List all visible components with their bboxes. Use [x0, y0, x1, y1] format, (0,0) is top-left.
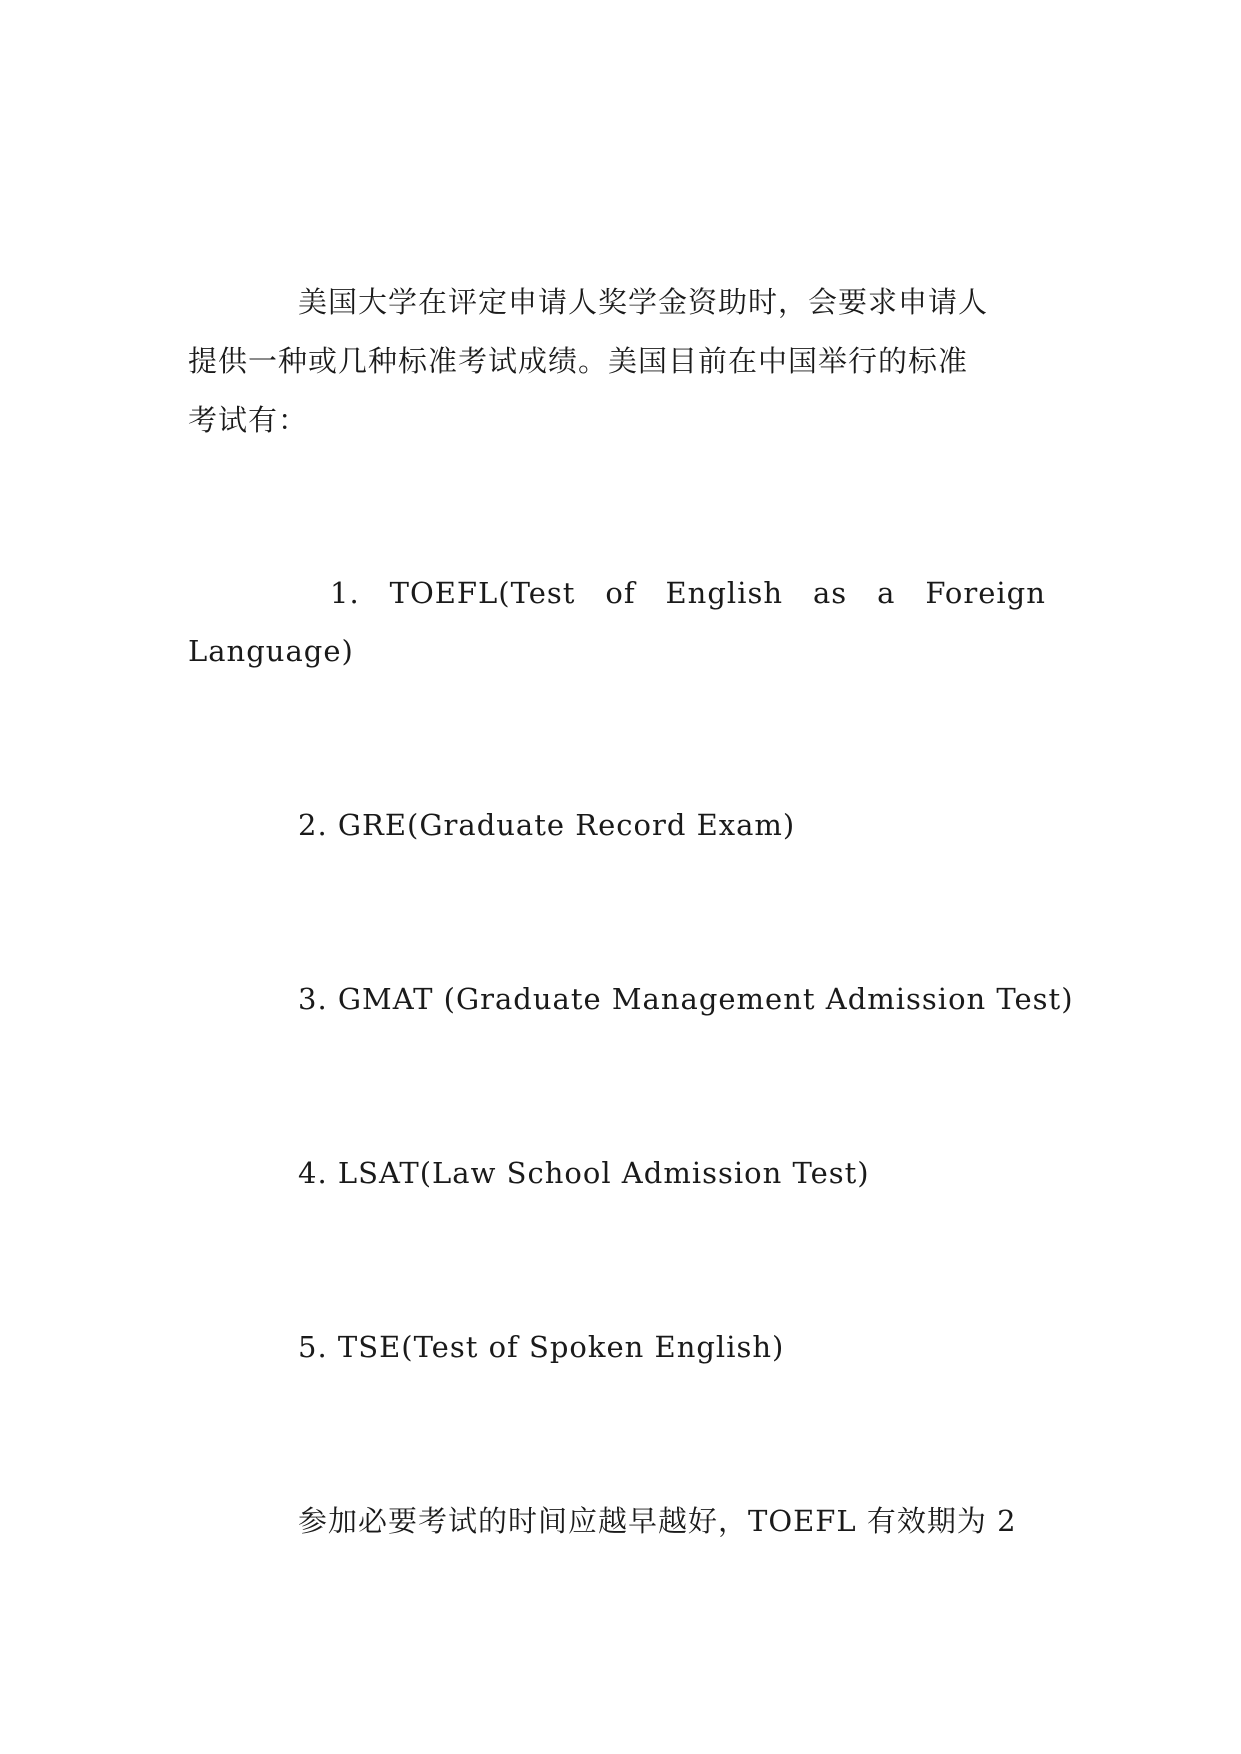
- list-item-tse: 5. TSE(Test of Spoken English): [298, 1330, 785, 1364]
- list-item-lsat: 4. LSAT(Law School Admission Test): [298, 1156, 870, 1190]
- list-item-gmat: 3. GMAT (Graduate Management Admission Test): [298, 982, 1074, 1016]
- paragraph-intro-line-1: 美国大学在评定申请人奖学金资助时，会要求申请人: [298, 285, 989, 319]
- list-item-word: of: [605, 576, 636, 610]
- paragraph-exam-timing-line-1: 参加必要考试的时间应越早越好，TOEFL 有效期为 2: [298, 1504, 1017, 1538]
- list-item-word: as: [813, 576, 848, 610]
- list-item-toefl: [330, 573, 1046, 613]
- list-item-gre: 2. GRE(Graduate Record Exam): [298, 808, 796, 842]
- paragraph-intro-line-3: 考试有：: [188, 403, 309, 437]
- list-item-word: TOEFL(Test: [389, 576, 576, 610]
- list-item-word: English: [665, 576, 784, 610]
- paragraph-intro-line-2: 提供一种或几种标准考试成绩。美国目前在中国举行的标准: [188, 344, 969, 378]
- list-item-word: Foreign: [925, 576, 1046, 610]
- list-item-word: a: [877, 576, 896, 610]
- list-item-toefl-continuation: Language): [188, 634, 354, 668]
- list-item-number: 1.: [330, 576, 360, 610]
